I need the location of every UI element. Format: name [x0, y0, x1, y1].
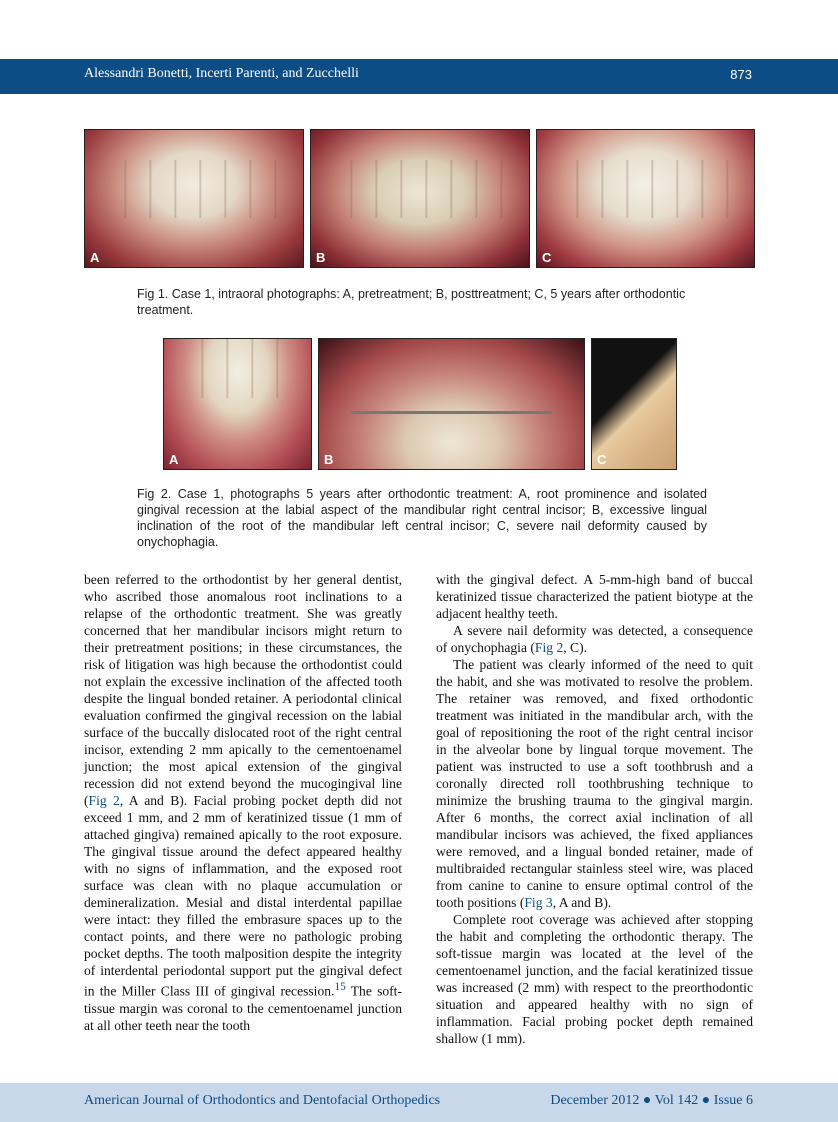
- text-run: , C).: [563, 640, 588, 655]
- body-column-right: [436, 571, 753, 1047]
- fig2-photo-b: [318, 338, 585, 470]
- body-paragraph: [84, 571, 402, 1034]
- teeth-illustration: [554, 160, 736, 218]
- running-footer: [0, 1083, 838, 1122]
- figure-reference-link[interactable]: Fig 3: [524, 895, 553, 910]
- fig1-panel-label-b: B: [316, 250, 326, 265]
- fig2-panel-label-c: C: [597, 452, 607, 467]
- body-paragraph: with the gingival defect. A 5-mm-high band of buccal keratinized tissue characterized the patient biotype at the adjacent healthy teeth.: [436, 572, 753, 621]
- text-run: The soft-tissue margin was coronal to the cementoenamel junction at all other teeth near the tooth: [84, 983, 402, 1033]
- figure-reference-link[interactable]: Fig 2: [88, 793, 120, 808]
- body-column-left: [84, 571, 402, 1034]
- fig2-caption: Fig 2. Case 1, photographs 5 years after orthodontic treatment: A, root prominence and isolated gingival recession at the labial aspect of the mandibular right central incisor; B, excessive lingual inclination of the root of the mandibular left central incisor; C, severe nail deformity caused by onychophagia.: [137, 487, 707, 549]
- fig1-photo-a: [84, 129, 304, 268]
- fig1-photo-c: [536, 129, 755, 268]
- text-run: been referred to the orthodontist by her general dentist, who ascribed those anomalous root inclinations to a relapse of the orthodontic treatment. She was greatly concerned that her mandibular incisors might return to their pretreatment positions; in these circumstances, the risk of litigation was high because the orthodontist could not explain the excessive inclination of the affected tooth despite the lingual bonded retainer. A periodontal clinical evaluation confirmed the gingival recession on the labial surface of the buccally dislocated root of the right central incisor, extending 2 mm apically to the cementoenamel junction; the most apical extension of the gingival recession did not extend beyond the mucogingival line (: [84, 572, 402, 808]
- header-authors: Alessandri Bonetti, Incerti Parenti, and Zucchelli: [84, 66, 359, 81]
- footer-journal-title: American Journal of Orthodontics and Dentofacial Orthopedics: [84, 1093, 441, 1108]
- fig2-panel-label-b: B: [324, 452, 334, 467]
- text-run: , A and B).: [552, 895, 612, 910]
- fig1-panel-label-a: A: [90, 250, 100, 265]
- fig2-panel-label-a: A: [169, 452, 179, 467]
- fig2-photo-c: [591, 338, 677, 470]
- fig1-panel-label-c: C: [542, 250, 552, 265]
- fig2-photo-a: [163, 338, 312, 470]
- figure-reference-link[interactable]: Fig 2: [534, 640, 564, 655]
- text-run: , A and B). Facial probing pocket depth did not exceed 1 mm, and 2 mm of keratinized tissue (1 mm of attached gingiva) remained apically to the root exposure. The gingival tissue around the defect appeared healthy with no signs of inflammation, and the exposed root surface was clean with no plaque accumulation or demineralization. Mesial and distal interdental papillae were intact: they filled the embrasure spaces up to the contact points, and there were no pathologic probing pocket depths. The tooth malposition despite the integrity of interdental periodontal support put the gingival defect in the Miller Class III of gingival recession.: [84, 793, 402, 999]
- text-run: The patient was clearly informed of the need to quit the habit, and she was motivated to resolve the problem. The retainer was removed, and fixed orthodontic treatment was initiated in the mandibular arch, with the goal of repositioning the root of the right central incisor in the alveolar bone by lingual torque movement. The patient was instructed to use a soft toothbrush and a coronally directed roll toothbrushing technique to minimize the brushing trauma to the gingival margin. After 6 months, the correct axial inclination of all mandibular incisors was achieved, the fixed appliances were removed, and a lingual bonded retainer, made of multibraided rectangular stainless steel wire, was placed from canine to canine to ensure optimal control of the tooth positions (: [436, 657, 753, 910]
- retainer-wire-illustration: [351, 411, 552, 414]
- teeth-illustration: [179, 339, 297, 398]
- footer-issue-info: December 2012 ● Vol 142 ● Issue 6: [550, 1093, 753, 1108]
- body-paragraph: [436, 656, 753, 911]
- running-header: [0, 59, 838, 94]
- teeth-illustration: [328, 160, 511, 218]
- page-number: 873: [730, 67, 752, 82]
- body-paragraph: Complete root coverage was achieved after stopping the habit and completing the orthodontic therapy. The soft-tissue margin was located at the level of the cementoenamel junction, and the facial keratinized tissue was increased (2 mm) with respect to the preorthodontic situation and appeared healthy with no sign of inflammation. Facial probing pocket depth remained shallow (1 mm).: [436, 912, 753, 1046]
- teeth-illustration: [102, 160, 285, 218]
- fig1-caption: Fig 1. Case 1, intraoral photographs: A, pretreatment; B, posttreatment; C, 5 years after orthodontic treatment.: [137, 287, 686, 317]
- citation-reference[interactable]: 15: [334, 981, 346, 993]
- fig1-photo-b: [310, 129, 530, 268]
- body-paragraph: [436, 622, 753, 656]
- text-run: A severe nail deformity was detected, a consequence of onychophagia (: [436, 623, 753, 655]
